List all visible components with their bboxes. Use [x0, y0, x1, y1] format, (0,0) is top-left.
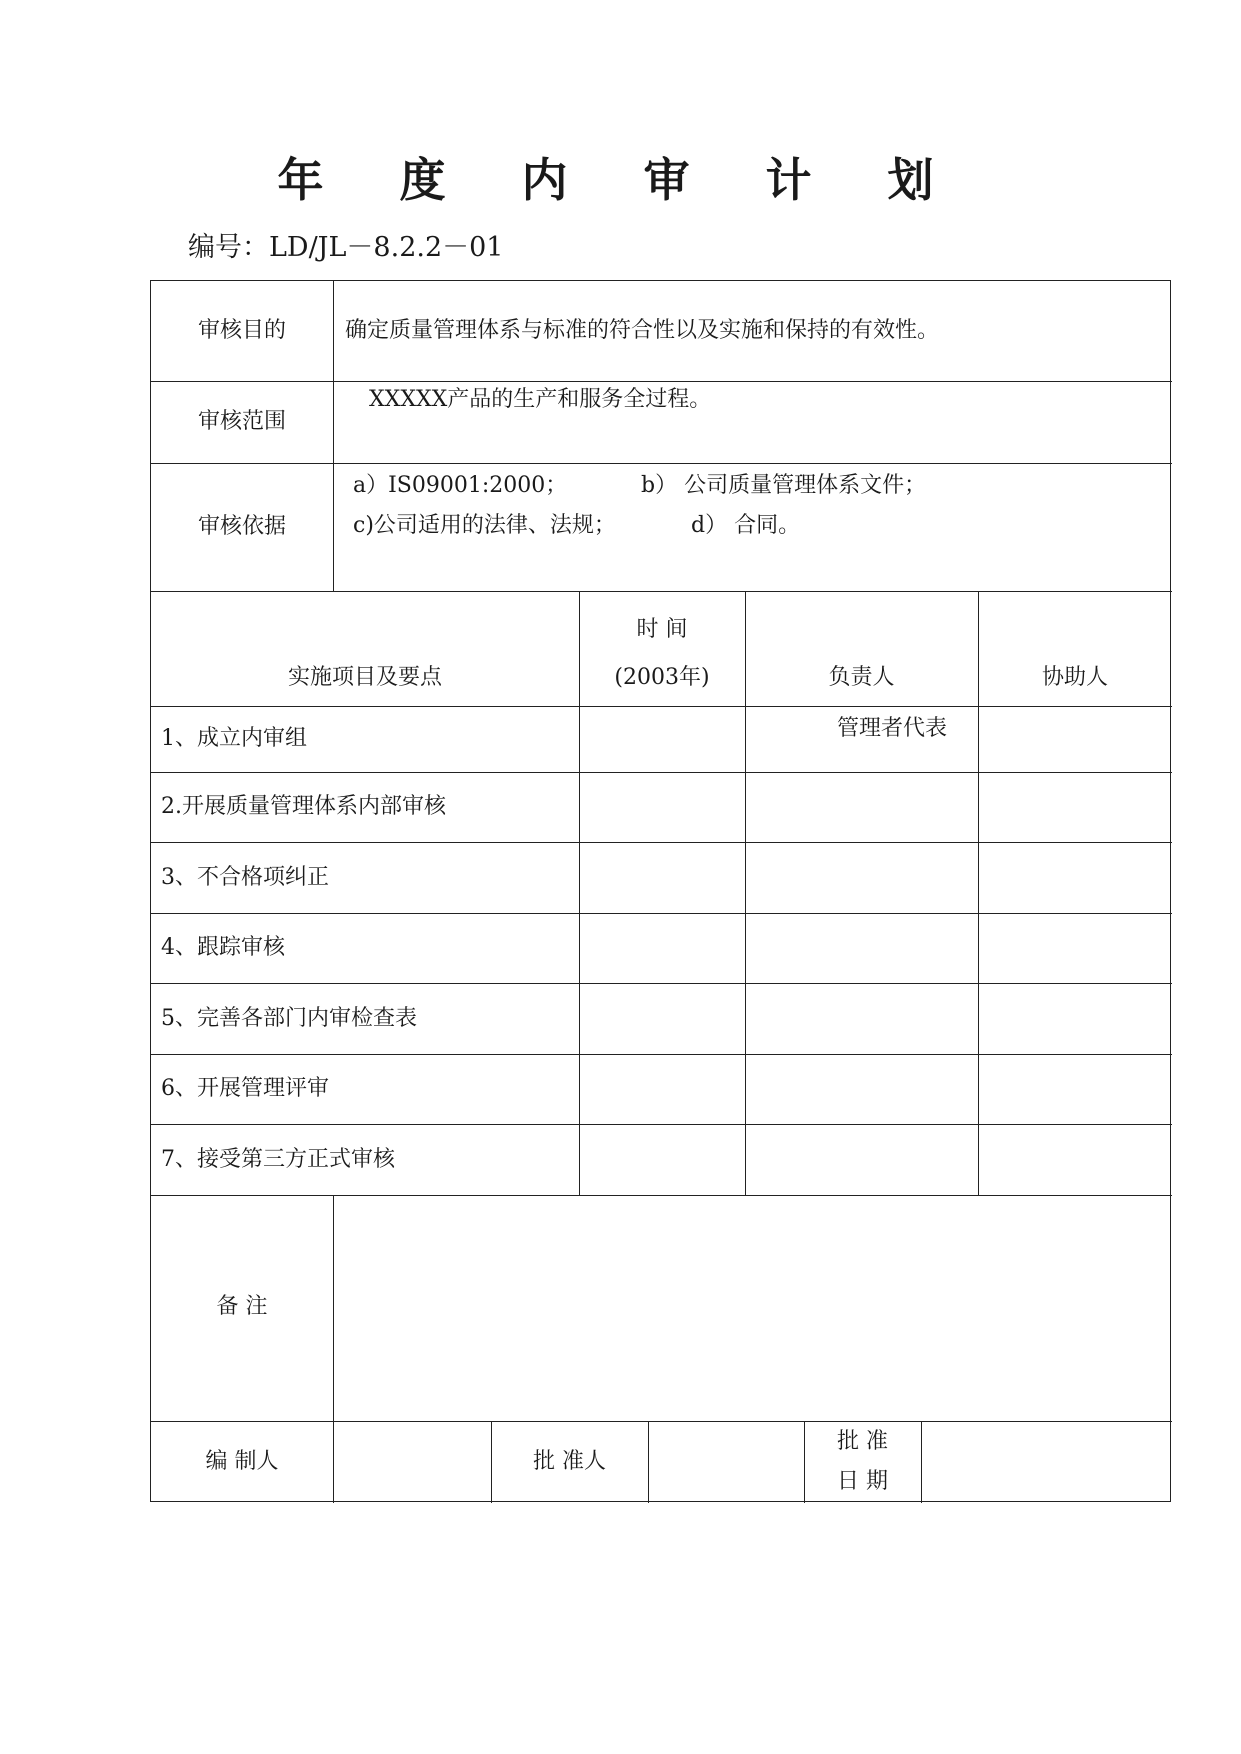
basis-item-b: b） 公司质量管理体系文件；	[641, 473, 927, 498]
col-divider	[333, 1195, 334, 1503]
row-divider	[151, 913, 1172, 914]
table-row-item-6: 6、开展管理评审	[161, 1076, 329, 1101]
prepared-by-label: 编 制人	[205, 1449, 279, 1474]
col-divider	[333, 281, 334, 591]
header-owner: 负责人	[828, 665, 895, 690]
row-divider	[151, 1124, 1172, 1125]
approved-by-label: 批 准人	[533, 1449, 606, 1474]
purpose-label: 审核目的	[197, 318, 286, 343]
remarks-label: 备 注	[216, 1294, 268, 1319]
table-row-item-2: 2.开展质量管理体系内部审核	[161, 794, 446, 819]
header-time-line2: (2003年)	[614, 665, 710, 690]
audit-plan-form	[150, 280, 1171, 1502]
table-row-item-1: 1、成立内审组	[161, 726, 307, 751]
approval-date-label-line1: 批 准	[837, 1429, 888, 1454]
scope-value: XXXXX产品的生产和服务全过程。	[369, 387, 712, 412]
row-divider	[151, 381, 1172, 382]
col-divider	[648, 1421, 649, 1503]
header-item: 实施项目及要点	[287, 665, 442, 690]
document-number-label: 编号：	[188, 232, 269, 263]
row-divider	[151, 842, 1172, 843]
row-divider	[151, 706, 1172, 707]
approval-date-label-line2: 日 期	[837, 1469, 888, 1494]
row-divider	[151, 772, 1172, 773]
basis-item-d: d） 合同。	[691, 513, 801, 538]
row-divider	[151, 983, 1172, 984]
header-time-line1: 时 间	[636, 617, 688, 642]
scope-label: 审核范围	[197, 409, 286, 434]
basis-item-c: c)公司适用的法律、法规；	[353, 513, 616, 538]
basis-label: 审核依据	[197, 514, 286, 539]
table-row-item-7: 7、接受第三方正式审核	[161, 1147, 395, 1172]
document-title: 年 度 内 审 计 划	[277, 153, 964, 207]
table-row-item-4: 4、跟踪审核	[161, 935, 285, 960]
basis-item-a: a）IS09001:2000；	[353, 473, 568, 498]
purpose-value: 确定质量管理体系与标准的符合性以及实施和保持的有效性。	[345, 318, 940, 343]
row-divider	[151, 1421, 1172, 1422]
row-divider	[151, 1195, 1172, 1196]
document-number	[188, 230, 503, 266]
row-divider	[151, 463, 1172, 464]
header-assistant: 协助人	[1041, 665, 1108, 690]
row-divider	[151, 591, 1172, 592]
row-divider	[151, 1054, 1172, 1055]
table-row-owner-1: 管理者代表	[836, 716, 947, 741]
table-row-item-5: 5、完善各部门内审检查表	[161, 1006, 417, 1031]
document-number-value: LD/JL－8.2.2－01	[269, 232, 504, 263]
col-divider	[921, 1421, 922, 1503]
table-row-item-3: 3、不合格项纠正	[161, 865, 329, 890]
